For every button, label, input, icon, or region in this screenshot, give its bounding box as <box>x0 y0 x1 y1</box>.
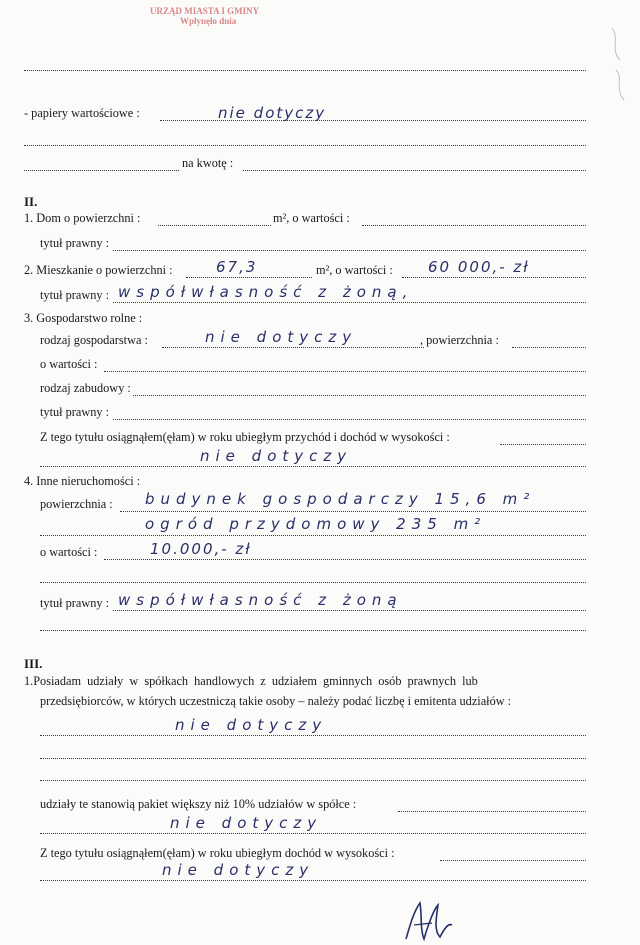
securities-value: nie dotyczy <box>218 104 327 122</box>
farm-type-line <box>162 347 424 348</box>
office-stamp <box>150 6 259 26</box>
flat-value-label: m², o wartości : <box>316 263 393 277</box>
signature <box>400 895 460 943</box>
other-value-line <box>104 559 586 560</box>
margin-scribble <box>606 20 636 110</box>
blank-line <box>40 582 586 583</box>
farm-title-line <box>113 419 586 420</box>
house-label: 1. Dom o powierzchni : <box>24 211 141 225</box>
farm-income-label: Z tego tytułu osiągnąłem(ęłam) w roku ubiegłym przychód i dochód w wysokości : <box>40 430 450 444</box>
other-area-label: powierzchnia : <box>40 497 113 511</box>
farm-area-label: , powierzchnia : <box>420 333 499 347</box>
income-label: Z tego tytułu osiągnąłem(ęłam) w roku ubiegłym dochód w wysokości : <box>40 846 395 860</box>
stamp-line-2: Wpłynęło dnia <box>180 16 237 26</box>
farm-income: nie dotyczy <box>200 447 353 465</box>
other-label: 4. Inne nieruchomości : <box>24 474 141 488</box>
shares-value: nie dotyczy <box>175 716 328 734</box>
ten-percent-label: udziały te stanowią pakiet większy niż 10% udziałów w spółce : <box>40 797 357 811</box>
shares-paragraph-2: przedsiębiorców, w których uczestniczą takie osoby – należy podać liczbę i emitenta udziałów : <box>40 694 512 708</box>
other-title-line <box>113 610 586 611</box>
house-area-line <box>158 225 271 226</box>
flat-title: współwłasność z żoną, <box>118 283 414 301</box>
amount-line <box>243 170 586 171</box>
house-value-line <box>362 225 586 226</box>
other-area-line-2-text: ogród przydomowy 235 m² <box>145 515 487 533</box>
other-area-line-2 <box>40 535 586 536</box>
shares-paragraph-1: 1.Posiadam udziały w spółkach handlowych z udziałem gminnych osób prawnych lub <box>24 674 478 688</box>
blank-line <box>40 780 586 781</box>
income-value: nie dotyczy <box>162 861 315 879</box>
income-line-end <box>440 860 586 861</box>
income-line <box>40 880 586 881</box>
blank-line <box>24 145 586 146</box>
house-title-label: tytuł prawny : <box>40 236 109 250</box>
securities-label: - papiery wartościowe : <box>24 106 140 120</box>
farm-title-label: tytuł prawny : <box>40 405 109 419</box>
flat-title-label: tytuł prawny : <box>40 288 109 302</box>
house-value-label: m², o wartości : <box>273 211 350 225</box>
farm-income-line <box>40 466 586 467</box>
farm-value-label: o wartości : <box>40 357 98 371</box>
flat-area: 67,3 <box>216 258 258 276</box>
amount-label: na kwotę : <box>182 156 234 170</box>
other-title: współwłasność z żoną <box>118 591 403 609</box>
farm-build-label: rodzaj zabudowy : <box>40 381 131 395</box>
ten-percent-line <box>40 833 586 834</box>
farm-value-line <box>104 371 586 372</box>
amount-line-left <box>24 170 179 171</box>
other-area-line-1: budynek gospodarczy 15,6 m² <box>145 490 536 508</box>
blank-line <box>40 630 586 631</box>
flat-title-line <box>113 302 586 303</box>
other-value: 10.000,- zł <box>150 540 252 558</box>
farm-type-label: rodzaj gospodarstwa : <box>40 333 148 347</box>
flat-value: 60 000,- zł <box>428 258 530 276</box>
other-title-label: tytuł prawny : <box>40 596 109 610</box>
house-title-line <box>113 250 586 251</box>
farm-build-line <box>133 395 586 396</box>
stamp-line-1: URZĄD MIASTA I GMINY <box>150 6 260 16</box>
farm-area-line <box>512 347 586 348</box>
flat-area-line <box>186 277 312 278</box>
ten-percent-line-end <box>398 811 586 812</box>
farm-income-line-end <box>500 444 586 445</box>
ten-percent-value: nie dotyczy <box>170 814 323 832</box>
flat-value-line <box>402 277 586 278</box>
flat-label: 2. Mieszkanie o powierzchni : <box>24 263 173 277</box>
farm-label: 3. Gospodarstwo rolne : <box>24 311 143 325</box>
section-iii-heading: III. <box>24 656 43 671</box>
other-area-line <box>120 511 586 512</box>
farm-type: nie dotyczy <box>205 328 358 346</box>
blank-line <box>24 70 586 71</box>
section-ii-heading: II. <box>24 194 38 209</box>
shares-line <box>40 735 586 736</box>
blank-line <box>40 758 586 759</box>
other-value-label: o wartości : <box>40 545 98 559</box>
